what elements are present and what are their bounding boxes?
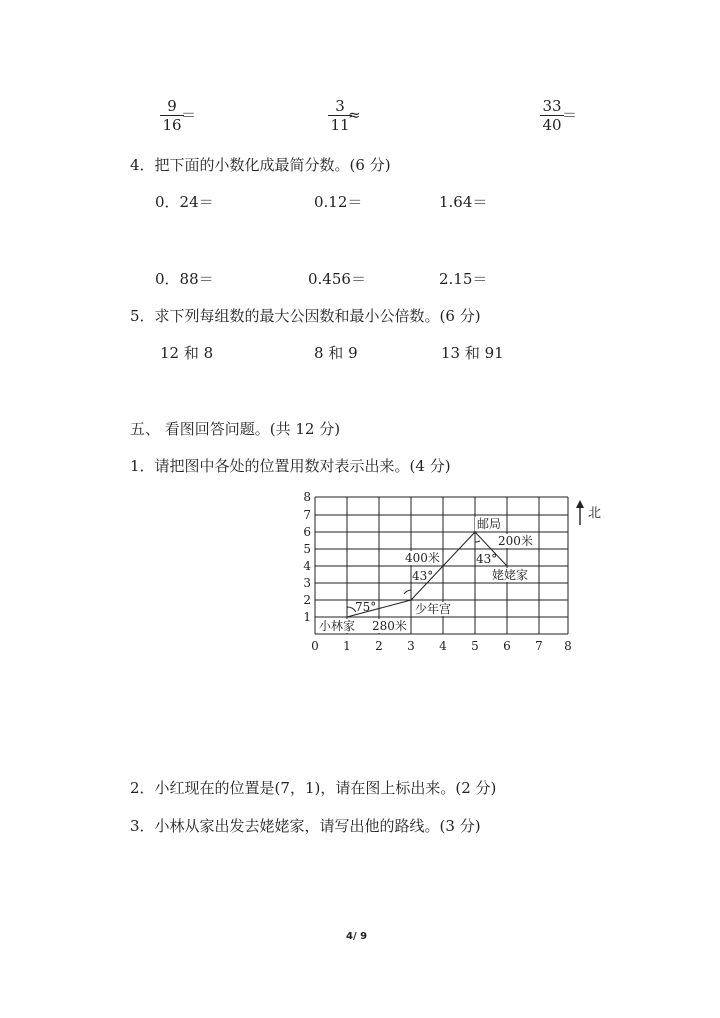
distance-label: 280米 [372,619,407,633]
x-tick-label: 3 [407,639,415,653]
y-tick-label: 8 [303,490,311,504]
place-label-youth-palace: 少年宫 [415,602,452,616]
y-tick-label: 6 [303,525,311,539]
north-arrow-icon [576,500,584,525]
place-label-xiaolin-home: 小林家 [319,619,356,633]
question-5-title: 5．求下列每组数的最大公因数和最小公倍数。(6 分) [130,307,481,325]
q5-item: 8 和 9 [314,344,358,362]
distance-label: 400米 [405,551,440,565]
denominator: 11 [330,116,350,134]
y-tick-label: 2 [303,593,311,607]
q5-item: 12 和 8 [160,344,214,362]
q4-item: 1.64＝ [439,193,488,211]
q4-item: 0.456＝ [308,270,366,288]
x-tick-label: 7 [535,639,543,653]
y-tick-label: 5 [303,542,311,556]
y-tick-label: 4 [303,559,311,573]
x-tick-label: 8 [564,639,572,653]
numerator: 3 [328,97,352,116]
relation-sign: ≈ [348,106,361,124]
denominator: 16 [162,116,182,134]
place-label-post-office: 邮局 [477,517,502,531]
angle-label: 43° [476,552,498,566]
section-5-title: 五、 看图回答问题。(共 12 分) [130,420,341,438]
section-5-question-1: 1．请把图中各处的位置用数对表示出来。(4 分) [130,457,451,475]
x-tick-label: 5 [471,639,479,653]
y-tick-label: 1 [303,610,311,624]
angle-arc [404,590,411,594]
q5-item: 13 和 91 [441,344,504,362]
place-label-grandma-home: 姥姥家 [492,568,529,582]
x-tick-label: 2 [375,639,383,653]
q4-item: 2.15＝ [439,270,488,288]
question-4-title: 4．把下面的小数化成最简分数。(6 分) [130,156,391,174]
distance-label: 200米 [498,534,533,548]
q4-item: 0．88＝ [155,270,214,288]
page-number: 4/ 9 [346,931,368,942]
angle-label: 75° [355,600,377,614]
q4-item: 0.12＝ [314,193,363,211]
x-tick-label: 6 [503,639,511,653]
section-5-question-3: 3．小林从家出发去姥姥家，请写出他的路线。(3 分) [130,817,481,835]
relation-sign: ＝ [181,106,197,124]
x-tick-label: 4 [439,639,447,653]
numerator: 33 [540,97,564,116]
q4-item: 0．24＝ [155,193,214,211]
angle-arc [475,541,480,542]
y-tick-label: 3 [303,576,311,590]
x-tick-label: 1 [343,639,351,653]
x-tick-label: 0 [311,639,319,653]
angle-label: 43° [412,569,434,583]
north-label: 北 [588,506,602,521]
section-5-question-2: 2．小红现在的位置是(7，1)，请在图上标出来。(2 分) [130,779,497,797]
numerator: 9 [160,97,184,116]
denominator: 40 [542,116,562,134]
relation-sign: ＝ [562,106,578,124]
y-tick-label: 7 [303,508,311,522]
